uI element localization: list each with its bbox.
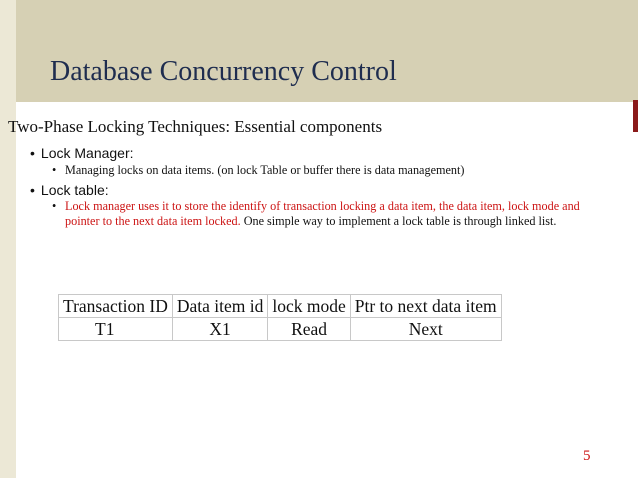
table-cell: X1 (172, 318, 268, 341)
table-header-cell: Data item id (172, 295, 268, 318)
sub-bullet-red-text: Lock manager uses it to store the identify of transaction locking a data item, the data item, lock mode and pointer to the next data item locked. (65, 199, 580, 228)
bullet-lock-manager (30, 145, 134, 161)
table-cell: Read (268, 318, 350, 341)
sub-bullet-black-text: One simple way to implement a lock table is through linked list. (240, 214, 557, 228)
sub-bullet-dot-icon: • (52, 199, 57, 213)
sub-bullet-text (52, 199, 582, 229)
bullet-dot-icon: • (30, 145, 35, 161)
sub-bullet-lock-table (52, 199, 582, 229)
bullet-label: Lock Manager: (40, 145, 134, 161)
section-heading: Two-Phase Locking Techniques: Essential components (8, 117, 383, 136)
right-red-marker (633, 100, 638, 132)
page-number: 5 (583, 448, 591, 464)
table-cell: Next (350, 318, 501, 341)
bullet-label: Lock table: (40, 182, 109, 198)
table-header-cell: lock mode (268, 295, 350, 318)
left-decorative-bar (0, 0, 16, 478)
sub-bullet-text: Managing locks on data items. (on lock Table or buffer there is data management) (65, 163, 465, 177)
bullet-dot-icon: • (30, 182, 35, 198)
sub-bullet-dot-icon: • (52, 163, 57, 177)
lock-table (58, 294, 502, 341)
bullet-lock-table (30, 182, 109, 198)
table-header-row (59, 295, 502, 318)
table-row (59, 318, 502, 341)
slide-title: Database Concurrency Control (50, 56, 397, 87)
sub-bullet-lock-manager (52, 163, 612, 178)
table-header-cell: Ptr to next data item (350, 295, 501, 318)
table-cell: T1 (59, 318, 173, 341)
right-accent-bar (622, 0, 638, 102)
table-header-cell: Transaction ID (59, 295, 173, 318)
